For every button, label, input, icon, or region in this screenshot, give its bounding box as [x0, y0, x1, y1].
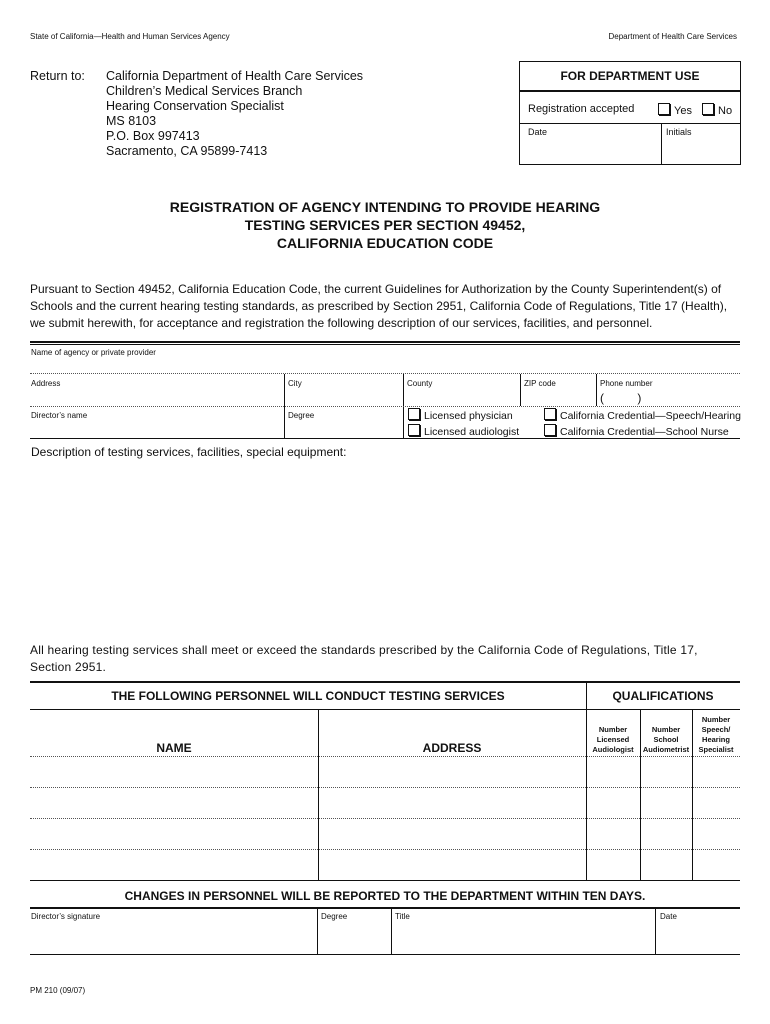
return-line: Sacramento, CA 95899-7413 [106, 144, 268, 158]
no-label: No [718, 105, 733, 117]
agency-name-label: Name of agency or private provider [31, 348, 156, 357]
title-line: REGISTRATION OF AGENCY INTENDING TO PROVIDE HEARING [169, 199, 601, 215]
description-label: Description of testing services, facilities, special equipment: [31, 445, 347, 459]
audiometrist-column-header: Number School Audiometrist [642, 725, 690, 754]
return-line: California Department of Health Care Services [106, 69, 364, 83]
address-label: Address [31, 379, 61, 388]
form-number: PM 210 (09/07) [30, 986, 86, 995]
phone-label: Phone number [600, 379, 653, 388]
credential-speech-label: California Credential—Speech/Hearing [560, 410, 741, 422]
licensed-physician-label: Licensed physician [424, 410, 513, 422]
personnel-heading: THE FOLLOWING PERSONNEL WILL CONDUCT TESTING SERVICES [111, 689, 505, 703]
table-row[interactable] [30, 757, 740, 787]
table-row[interactable] [30, 850, 740, 880]
signature-degree-label: Degree [321, 912, 348, 921]
credential-nurse-label: California Credential—School Nurse [560, 426, 729, 438]
licensed-audiologist-option[interactable] [408, 424, 519, 438]
licensed-audiologist-label: Licensed audiologist [424, 426, 520, 438]
agency-name-field[interactable] [30, 373, 740, 374]
degree-label: Degree [288, 411, 315, 420]
department-header: Department of Health Care Services [608, 32, 737, 41]
qualifications-heading: QUALIFICATIONS [612, 689, 714, 703]
standards-text: All hearing testing services shall meet or exceed the standards prescribed by the California Code of Regulations, Title 17, Section 2951. [30, 643, 698, 674]
credential-nurse-option[interactable] [544, 424, 729, 438]
credential-speech-option[interactable] [544, 408, 741, 422]
return-line: MS 8103 [106, 114, 157, 128]
address-column-header: ADDRESS [422, 741, 482, 755]
initials-label: Initials [666, 127, 692, 137]
zip-label: ZIP code [524, 379, 556, 388]
form-title [60, 198, 710, 252]
signature-date-label: Date [660, 912, 677, 921]
county-label: County [407, 379, 433, 388]
licensed-physician-option[interactable] [408, 408, 513, 422]
intro-paragraph: Pursuant to Section 49452, California Education Code, the current Guidelines for Authorization by the County Superintendent(s) of Schools and the current hearing testing standards, as prescribed by Section 2951, California Code of Regulations, Title 17 (Health), we submit herewith, for acceptance and registration the following description of our services, facilities, and personnel. [30, 282, 728, 330]
return-line: Hearing Conservation Specialist [106, 99, 284, 113]
city-label: City [288, 379, 302, 388]
yes-option[interactable] [658, 103, 692, 117]
yes-label: Yes [674, 105, 692, 117]
no-checkbox[interactable] [702, 103, 714, 115]
table-row[interactable] [30, 788, 740, 818]
date-label: Date [528, 127, 548, 137]
audiologist-column-header: Number Licensed Audiologist [592, 725, 634, 754]
signature-title-label: Title [395, 912, 410, 921]
department-use-box [519, 61, 741, 165]
yes-checkbox[interactable] [658, 103, 670, 115]
director-signature-label: Director’s signature [31, 912, 101, 921]
specialist-column-header: Number Speech/ Hearing Specialist [698, 715, 734, 754]
licensed-audiologist-checkbox[interactable] [408, 424, 420, 436]
phone-area-code[interactable]: ( ) [600, 391, 642, 405]
director-name-label: Director’s name [31, 411, 88, 420]
table-row[interactable] [30, 819, 740, 849]
licensed-physician-checkbox[interactable] [408, 408, 420, 420]
title-line: TESTING SERVICES PER SECTION 49452, [244, 217, 526, 233]
return-to-label: Return to: [30, 69, 85, 83]
changes-notice: CHANGES IN PERSONNEL WILL BE REPORTED TO THE DEPARTMENT WITHIN TEN DAYS. [124, 889, 646, 903]
credential-nurse-checkbox[interactable] [544, 424, 556, 436]
description-field[interactable] [30, 462, 740, 632]
title-line: CALIFORNIA EDUCATION CODE [276, 235, 494, 251]
registration-accepted-label: Registration accepted [528, 103, 635, 115]
name-column-header: NAME [156, 741, 192, 755]
return-line: Children’s Medical Services Branch [106, 84, 303, 98]
no-option[interactable] [702, 103, 732, 117]
credential-speech-checkbox[interactable] [544, 408, 556, 420]
department-use-title: FOR DEPARTMENT USE [560, 69, 700, 83]
director-signature-field[interactable] [30, 920, 316, 954]
return-address [106, 69, 363, 159]
agency-header: State of California—Health and Human Services Agency [30, 32, 230, 41]
return-line: P.O. Box 997413 [106, 129, 200, 143]
